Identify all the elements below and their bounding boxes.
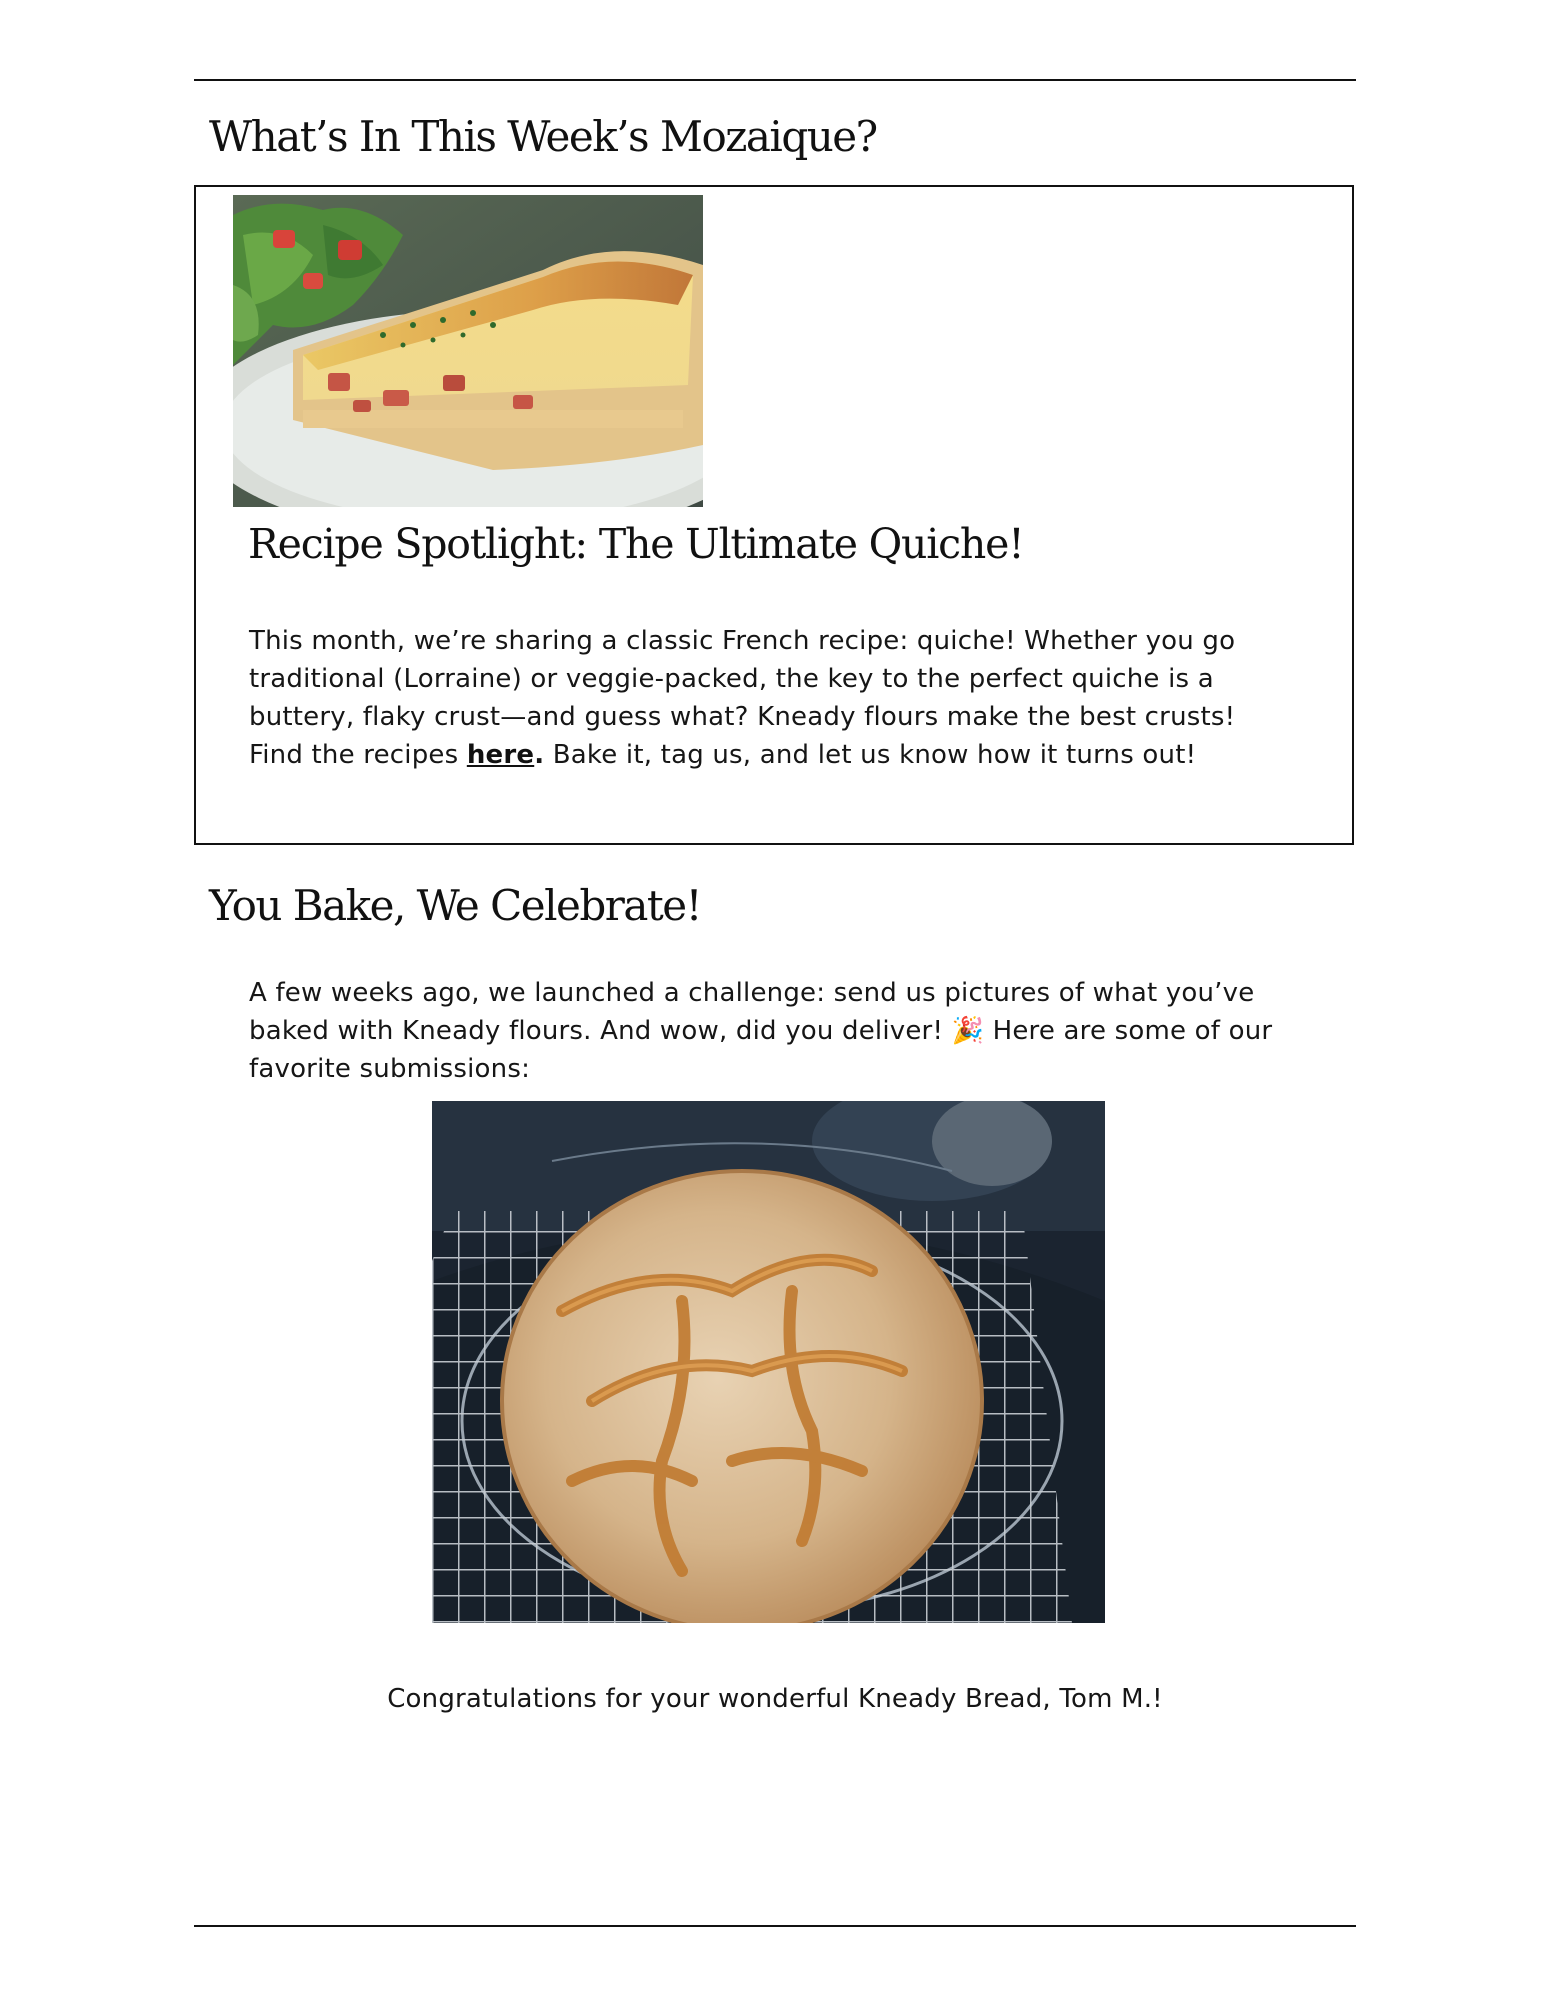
body-line: Bake it, tag us, and let us know how it turns out! [544,740,1197,770]
body-line: buttery, flaky crust—and guess what? Kneady flours make the best crusts! [249,702,1236,732]
body-line: Here are some of our [984,1016,1273,1046]
body-line: Find the recipes [249,740,467,770]
bread-photo [432,1101,1105,1623]
top-divider [194,79,1356,81]
celebrate-body [249,974,1329,1088]
body-line: baked with Kneady flours. And wow, did you deliver! [249,1016,952,1046]
bottom-divider [194,1925,1356,1927]
body-line: A few weeks ago, we launched a challenge: send us pictures of what you’ve [249,978,1255,1008]
link-period: . [534,740,545,770]
quiche-photo [233,195,703,507]
recipe-spotlight-body [249,622,1329,774]
quiche-illustration [233,195,703,507]
bread-illustration [432,1101,1105,1623]
recipe-spotlight-title: Recipe Spotlight: The Ultimate Quiche! [248,520,1024,568]
party-popper-icon: 🎉 [951,1016,985,1046]
recipes-link[interactable]: here [466,740,535,770]
body-line: This month, we’re sharing a classic French recipe: quiche! Whether you go [249,626,1236,656]
section-title-celebrate: You Bake, We Celebrate! [209,881,702,930]
body-line: traditional (Lorraine) or veggie-packed, the key to the perfect quiche is a [249,664,1214,694]
photo-caption: Congratulations for your wonderful Kneady Bread, Tom M.! [387,1684,1163,1714]
section-title-week: What’s In This Week’s Mozaique? [209,112,877,161]
body-line: favorite submissions: [249,1054,531,1084]
